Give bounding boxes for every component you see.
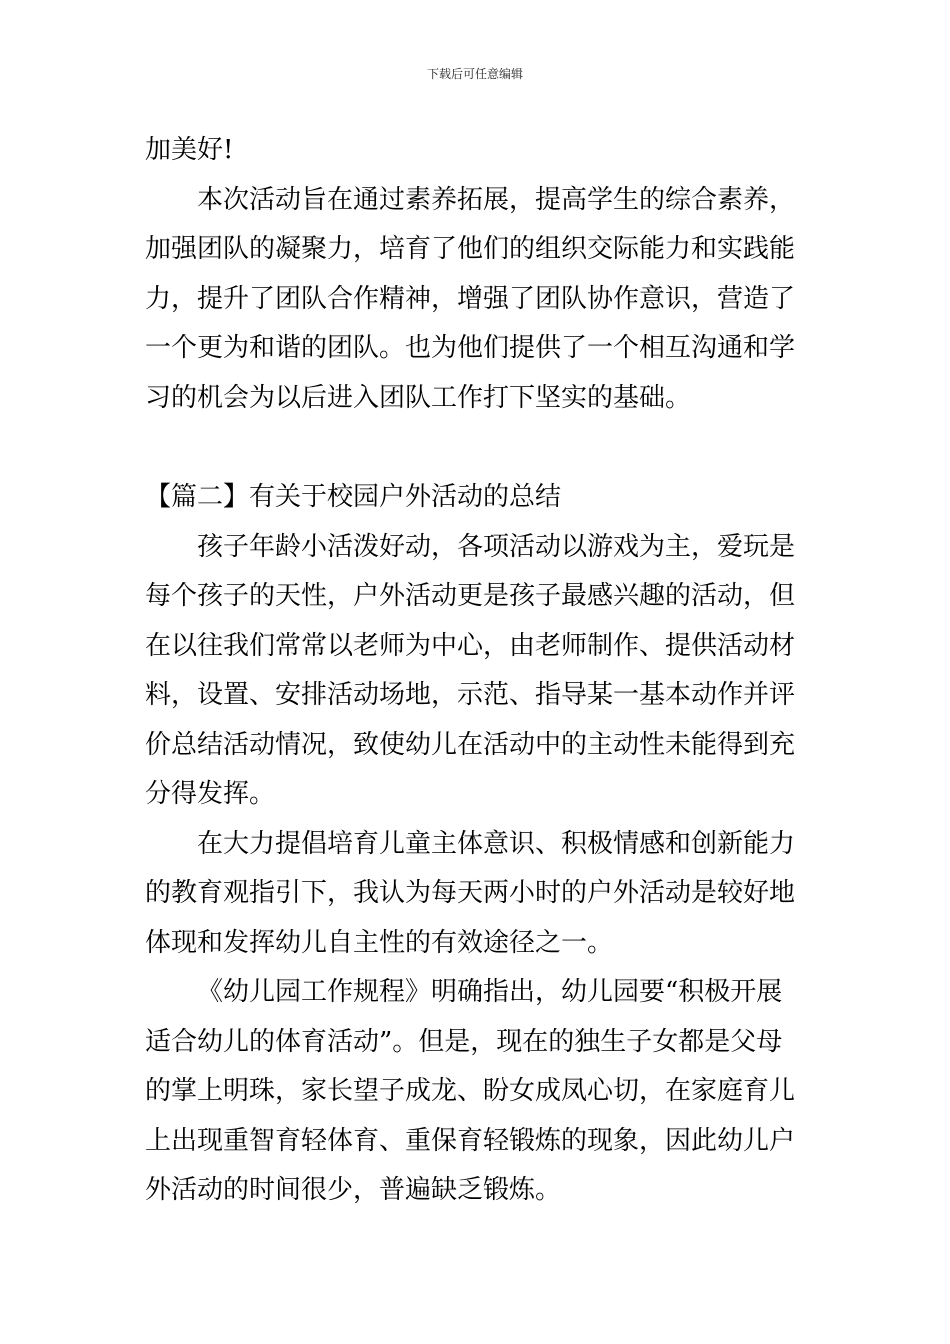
text-line: 力，提升了团队合作精神，增强了团队协作意识，营造了	[145, 283, 796, 314]
paragraph-start-line: 《幼儿园工作规程》明确指出，幼儿园要“积极开展	[197, 977, 783, 1007]
text-line: 习的机会为以后进入团队工作打下坚实的基础。	[145, 382, 692, 413]
document-body	[145, 126, 810, 1216]
text-line: 的掌上明珠，家长望子成龙、盼女成凤心切，在家庭育儿	[145, 1076, 796, 1106]
text-line: 料，设置、安排活动场地，示范、指导某一基本动作并评	[145, 680, 796, 710]
text-line: 每个孩子的天性，户外活动更是孩子最感兴趣的活动，但	[145, 581, 796, 611]
section-spacer	[145, 423, 810, 473]
text-line: 分得发挥。	[145, 779, 276, 809]
section-title: 【篇二】有关于校园户外活动的总结	[145, 482, 562, 512]
text-line: 上出现重智育轻体育、重保育轻锻炼的现象，因此幼儿户	[145, 1125, 796, 1156]
text-line: 的教育观指引下，我认为每天两小时的户外活动是较好地	[145, 878, 796, 908]
text-line: 一个更为和谐的团队。也为他们提供了一个相互沟通和学	[145, 333, 796, 363]
text-line: 在以往我们常常以老师为中心，由老师制作、提供活动材	[145, 630, 796, 661]
paragraph-start-line: 在大力提倡培育儿童主体意识、积极情感和创新能力	[197, 828, 796, 859]
page-header: 下载后可任意编辑	[426, 67, 523, 81]
text-line: 外活动的时间很少，普遍缺乏锻炼。	[145, 1175, 562, 1205]
text-line: 加美好!	[145, 135, 234, 165]
text-line: 价总结活动情况，致使幼儿在活动中的主动性未能得到充	[145, 729, 796, 760]
text-line: 体现和发挥幼儿自主性的有效途径之一。	[145, 927, 614, 958]
text-line: 适合幼儿的体育活动”。但是，现在的独生子女都是父母	[145, 1026, 783, 1057]
text-line: 加强团队的凝聚力，培育了他们的组织交际能力和实践能	[145, 234, 796, 264]
paragraph-start-line: 本次活动旨在通过素养拓展，提高学生的综合素养，	[197, 184, 796, 215]
paragraph-start-line: 孩子年龄小活泼好动，各项活动以游戏为主，爱玩是	[197, 531, 796, 562]
